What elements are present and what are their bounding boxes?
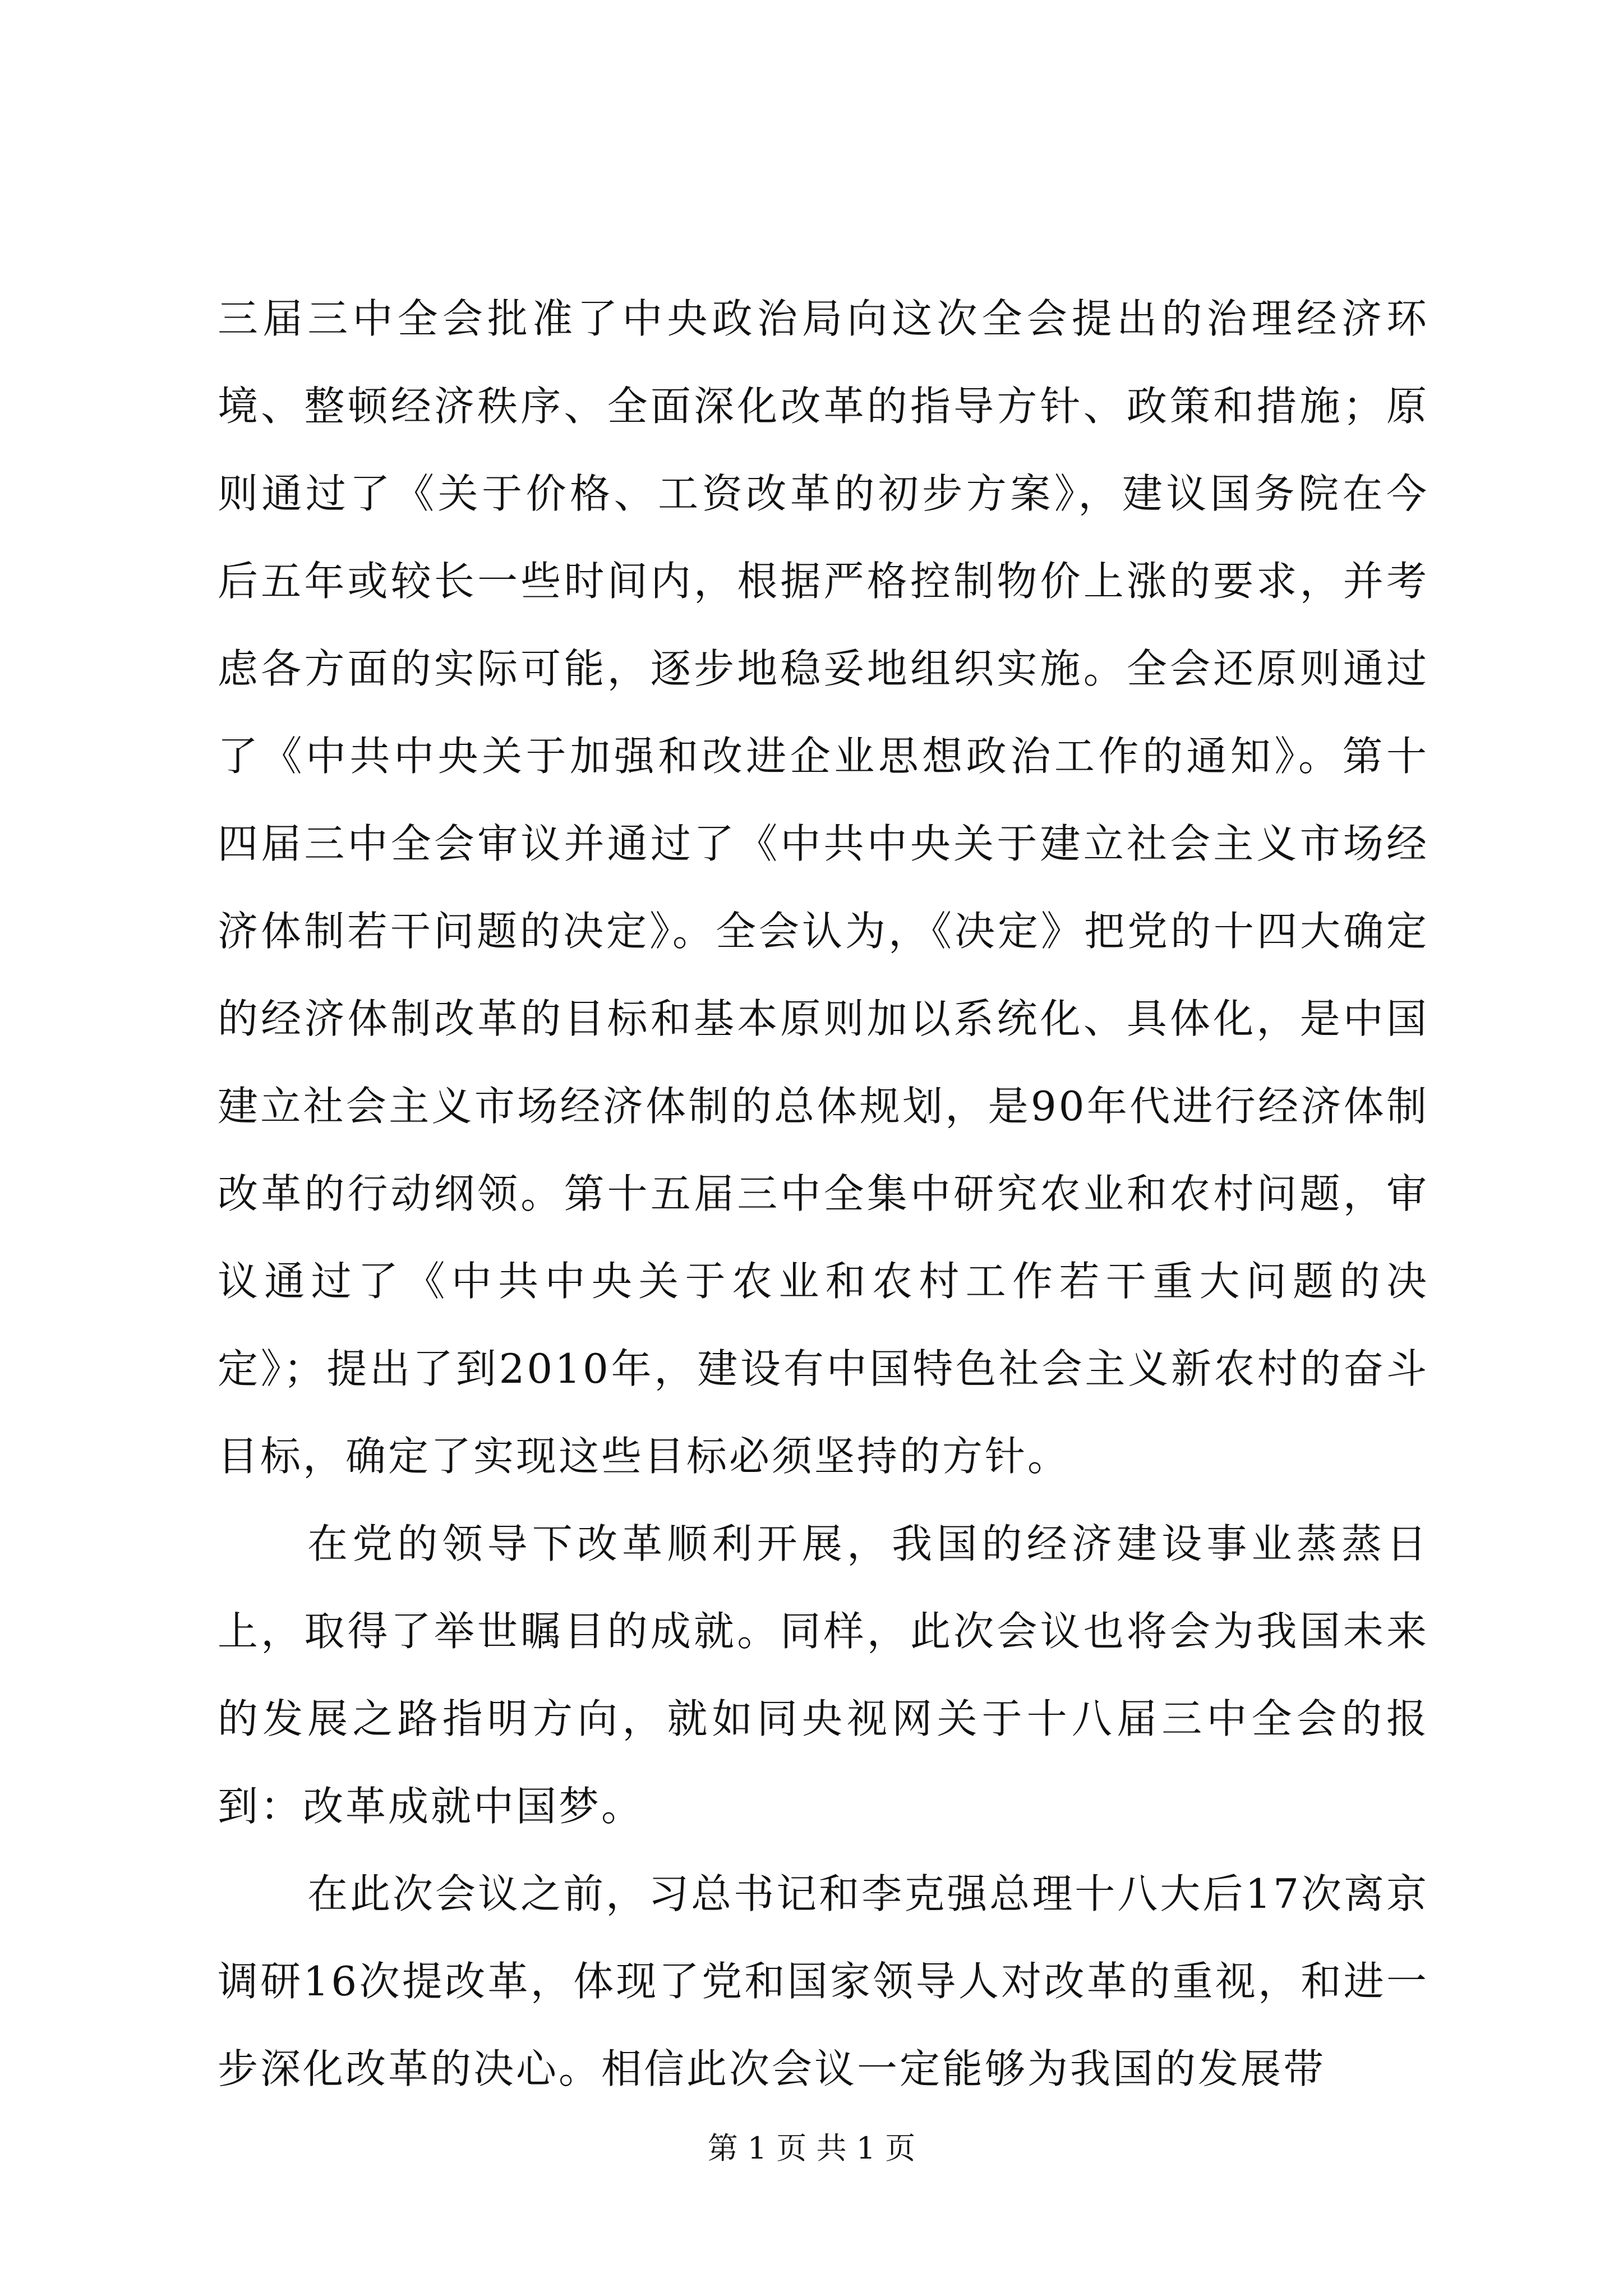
- paragraph-continued: 三届三中全会批准了中央政治局向这次全会提出的治理经济环境、整顿经济秩序、全面深化改革的指导方针、政策和措施；原则通过了《关于价格、工资改革的初步方案》，建议国务院在今后五年或较长一些时间内，根据严格控制物价上涨的要求，并考虑各方面的实际可能，逐步地稳妥地组织实施。全会还原则通过了《中共中央关于加强和改进企业思想政治工作的通知》。第十四届三中全会审议并通过了《中共中央关于建立社会主义市场经济体制若干问题的决定》。全会认为，《决定》把党的十四大确定的经济体制改革的目标和基本原则加以系统化、具体化，是中国建立社会主义市场经济体制的总体规划，是90年代进行经济体制改革的行动纲领。第十五届三中全集中研究农业和农村问题，审议通过了《中共中央关于农业和农村工作若干重大问题的决定》；提出了到2010年，建设有中国特色社会主义新农村的奋斗目标，确定了实现这些目标必须坚持的方针。: [218, 295, 1429, 1480]
- document-body: [218, 275, 1429, 2113]
- page-footer: 第 1 页 共 1 页: [707, 2131, 916, 2166]
- paragraph-reform-achievements: 在党的领导下改革顺利开展，我国的经济建设事业蒸蒸日上，取得了举世瞩目的成就。同样，此次会议也将会为我国未来的发展之路指明方向，就如同央视网关于十八届三中全会的报到：改革成就中国梦。: [218, 1520, 1429, 1830]
- paragraph-before-meeting: 在此次会议之前，习总书记和李克强总理十八大后17次离京调研16次提改革，体现了党和国家领导人对改革的重视，和进一步深化改革的决心。相信此次会议一定能够为我国的发展带: [218, 1870, 1429, 2092]
